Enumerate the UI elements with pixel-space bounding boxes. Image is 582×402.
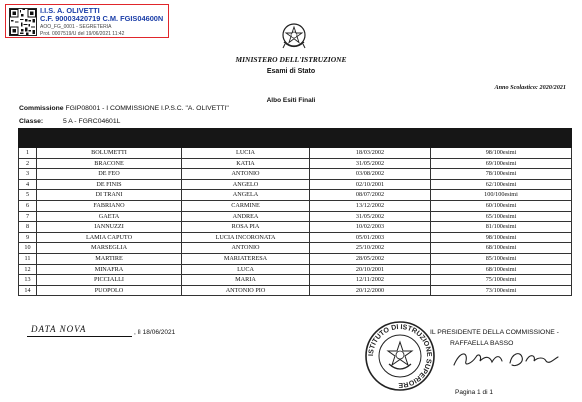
date-text: , lì 18/06/2021: [134, 329, 176, 336]
birth-date: 10/02/2003: [310, 222, 431, 233]
president-title: IL PRESIDENTE DELLA COMMISSIONE -: [430, 329, 559, 336]
header-cell: [431, 129, 572, 148]
table-row: [19, 179, 572, 190]
row-number: 2: [19, 158, 37, 169]
president-name: RAFFAELLA BASSO: [450, 340, 514, 347]
student-surname: LAMIA CAPUTO: [37, 232, 182, 243]
final-grade: 75/100esimi: [431, 275, 572, 286]
svg-text:ISTITUTO DI ISTRUZIONE SUPERIO: [368, 324, 432, 388]
student-name: ANDREA: [182, 211, 310, 222]
table-row: [19, 148, 572, 159]
commission-row: [19, 105, 229, 112]
student-name: ANGELO: [182, 179, 310, 190]
commission-label: Commissione: [19, 105, 64, 112]
header-cell: [182, 129, 310, 148]
student-name: MARIATERESA: [182, 253, 310, 264]
row-number: 13: [19, 275, 37, 286]
student-surname: DE FEO: [37, 169, 182, 180]
table-row: [19, 243, 572, 254]
row-number: 8: [19, 222, 37, 233]
handwritten-place: DATA NOVA: [31, 324, 87, 334]
final-grade: 60/100esimi: [431, 200, 572, 211]
table-row: [19, 190, 572, 201]
birth-date: 20/12/2000: [310, 285, 431, 296]
class-row: [19, 118, 120, 125]
final-grade: 73/100esimi: [431, 285, 572, 296]
student-name: ANTONIO PIO: [182, 285, 310, 296]
birth-date: 12/11/2002: [310, 275, 431, 286]
final-grade: 68/100esimi: [431, 264, 572, 275]
final-grade: 62/100esimi: [431, 179, 572, 190]
student-surname: IANNUZZI: [37, 222, 182, 233]
final-grade: 78/100esimi: [431, 169, 572, 180]
birth-date: 13/12/2002: [310, 200, 431, 211]
date-line: [27, 336, 132, 337]
row-number: 4: [19, 179, 37, 190]
row-number: 6: [19, 200, 37, 211]
row-number: 7: [19, 211, 37, 222]
birth-date: 18/03/2002: [310, 148, 431, 159]
qr-code-icon: [9, 8, 37, 36]
student-name: ANGELA: [182, 190, 310, 201]
row-number: 1: [19, 148, 37, 159]
birth-date: 08/07/2002: [310, 190, 431, 201]
student-surname: FABRIANO: [37, 200, 182, 211]
student-name: ROSA PIA: [182, 222, 310, 233]
student-name: MARIA: [182, 275, 310, 286]
table-row: [19, 275, 572, 286]
student-name: KATIA: [182, 158, 310, 169]
final-grade: 68/100esimi: [431, 243, 572, 254]
birth-date: 28/05/2002: [310, 253, 431, 264]
birth-date: 03/08/2002: [310, 169, 431, 180]
stamp-tax-code: C.F. 90003420719 C.M. FGIS04600N: [40, 14, 164, 23]
table-header: [19, 129, 572, 148]
student-name: LUCA: [182, 264, 310, 275]
header-cell: [19, 129, 37, 148]
final-grade: 81/100esimi: [431, 222, 572, 233]
final-grade: 98/100esimi: [431, 232, 572, 243]
table-row: [19, 285, 572, 296]
school-seal: [364, 320, 436, 392]
row-number: 3: [19, 169, 37, 180]
final-grade: 85/100esimi: [431, 253, 572, 264]
student-surname: DI TRANI: [37, 190, 182, 201]
italian-republic-emblem-icon: [281, 22, 307, 50]
student-surname: PUOPOLO: [37, 285, 182, 296]
protocol-stamp: [5, 4, 169, 38]
header-cell: [37, 129, 182, 148]
ministry-title: MINISTERO DELL'ISTRUZIONE: [235, 55, 347, 64]
seal-text: ISTITUTO DI ISTRUZIONE SUPERIORE: [367, 323, 433, 389]
handwritten-signature: [450, 347, 560, 371]
birth-date: 05/01/2003: [310, 232, 431, 243]
class-label: Classe:: [19, 118, 44, 125]
row-number: 10: [19, 243, 37, 254]
student-name: LUCIA INCORONATA: [182, 232, 310, 243]
student-surname: MARTIRE: [37, 253, 182, 264]
table-row: [19, 200, 572, 211]
student-surname: BOLUMETTI: [37, 148, 182, 159]
student-surname: GAETA: [37, 211, 182, 222]
stamp-office: AOO_FG_0001 - SEGRETERIA: [40, 24, 112, 30]
birth-date: 20/10/2001: [310, 264, 431, 275]
header-cell: [310, 129, 431, 148]
table-row: [19, 158, 572, 169]
final-grade: 69/100esimi: [431, 158, 572, 169]
final-grade: 65/100esimi: [431, 211, 572, 222]
birth-date: 25/10/2002: [310, 243, 431, 254]
stamp-protocol: Prot. 0007519/U del 19/06/2021 11:42: [40, 31, 125, 37]
row-number: 11: [19, 253, 37, 264]
student-name: CARMINE: [182, 200, 310, 211]
birth-date: 02/10/2001: [310, 179, 431, 190]
birth-date: 31/05/2002: [310, 158, 431, 169]
birth-date: 31/05/2002: [310, 211, 431, 222]
student-surname: MARSEGLIA: [37, 243, 182, 254]
student-name: ANTONIO: [182, 169, 310, 180]
row-number: 12: [19, 264, 37, 275]
seal-emblem-icon: [388, 342, 412, 369]
table-row: [19, 264, 572, 275]
student-surname: DE FINIS: [37, 179, 182, 190]
row-number: 9: [19, 232, 37, 243]
table-row: [19, 232, 572, 243]
table-row: [19, 169, 572, 180]
stamp-school-name: I.I.S. A. OLIVETTI: [40, 6, 100, 15]
row-number: 5: [19, 190, 37, 201]
student-surname: MINAFRA: [37, 264, 182, 275]
school-year: Anno Scolastico: 2020/2021: [494, 84, 566, 91]
student-name: ANTONIO: [182, 243, 310, 254]
student-surname: BRACONE: [37, 158, 182, 169]
table-row: [19, 253, 572, 264]
final-grade: 98/100esimi: [431, 148, 572, 159]
page-number: Pagina 1 di 1: [455, 389, 493, 396]
albo-title: Albo Esiti Finali: [266, 97, 316, 104]
table-row: [19, 222, 572, 233]
student-surname: PICCIALLI: [37, 275, 182, 286]
class-value: 5 A - FGRC04601L: [62, 118, 121, 125]
final-grade: 100/100esimi: [431, 190, 572, 201]
row-number: 14: [19, 285, 37, 296]
commission-value: FGIP08001 - I COMMISSIONE I.P.S.C. "A. OLIVETTI": [65, 105, 229, 112]
exam-title: Esami di Stato: [266, 68, 316, 75]
student-name: LUCIA: [182, 148, 310, 159]
table-row: [19, 211, 572, 222]
results-table: [18, 128, 571, 296]
